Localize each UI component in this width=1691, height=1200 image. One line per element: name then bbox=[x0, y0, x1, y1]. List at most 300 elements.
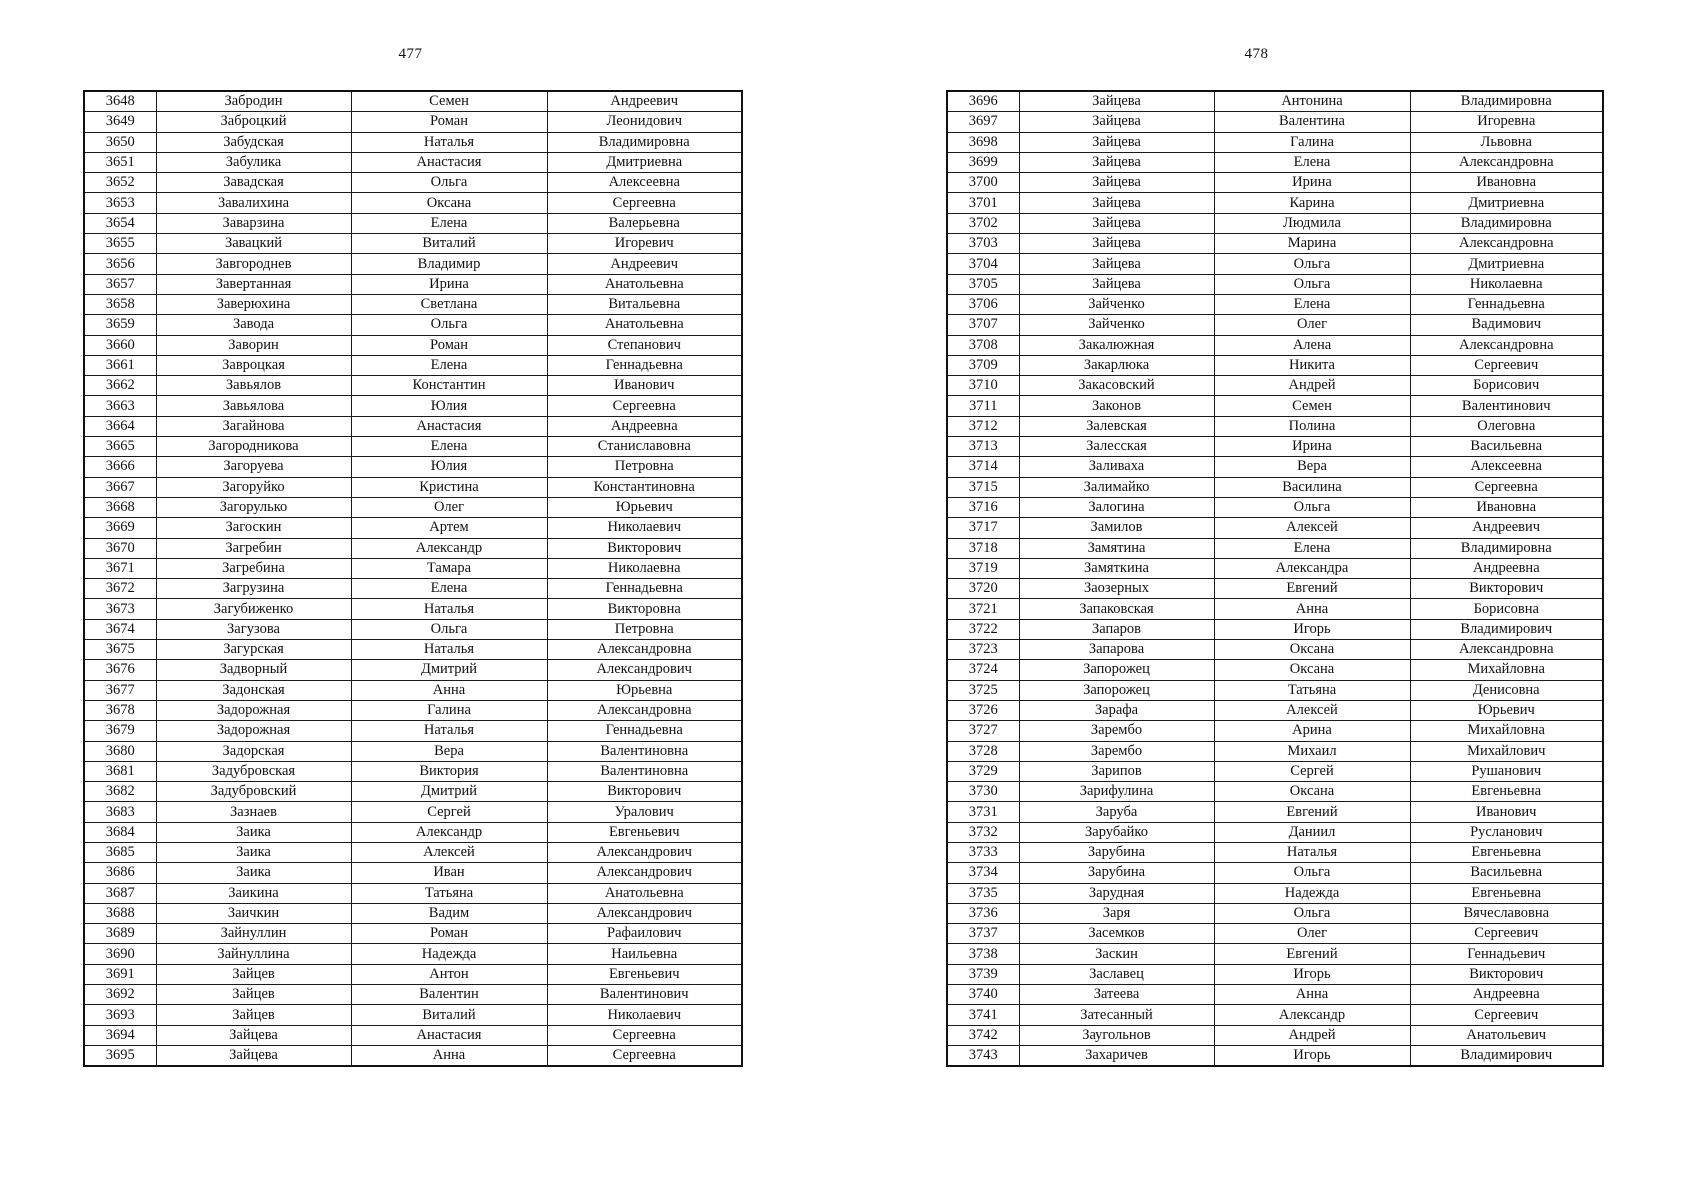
first-name-cell: Олег bbox=[1214, 315, 1410, 335]
table-row bbox=[84, 619, 742, 639]
first-name-cell: Наталья bbox=[351, 599, 547, 619]
first-name-cell: Наталья bbox=[351, 132, 547, 152]
patronymic-cell: Сергеевич bbox=[1410, 924, 1603, 944]
row-number-cell: 3716 bbox=[947, 497, 1019, 517]
surname-cell: Загоруйко bbox=[156, 477, 351, 497]
row-number-cell: 3702 bbox=[947, 213, 1019, 233]
first-name-cell: Татьяна bbox=[1214, 680, 1410, 700]
patronymic-cell: Валентинович bbox=[547, 985, 742, 1005]
surname-cell: Зарудная bbox=[1019, 883, 1214, 903]
surname-cell: Зарубина bbox=[1019, 842, 1214, 862]
patronymic-cell: Петровна bbox=[547, 457, 742, 477]
row-number-cell: 3659 bbox=[84, 315, 156, 335]
row-number-cell: 3743 bbox=[947, 1045, 1019, 1066]
patronymic-cell: Константиновна bbox=[547, 477, 742, 497]
patronymic-cell: Дмитриевна bbox=[1410, 193, 1603, 213]
first-name-cell: Юлия bbox=[351, 457, 547, 477]
surname-cell: Зарафа bbox=[1019, 700, 1214, 720]
surname-cell: Задворный bbox=[156, 660, 351, 680]
patronymic-cell: Геннадьевна bbox=[547, 355, 742, 375]
row-number-cell: 3700 bbox=[947, 173, 1019, 193]
surname-cell: Заика bbox=[156, 863, 351, 883]
table-row bbox=[84, 944, 742, 964]
patronymic-cell: Юрьевич bbox=[547, 497, 742, 517]
patronymic-cell: Леонидович bbox=[547, 112, 742, 132]
table-row bbox=[947, 477, 1603, 497]
table-row bbox=[947, 944, 1603, 964]
patronymic-cell: Александровна bbox=[1410, 152, 1603, 172]
table-row bbox=[84, 315, 742, 335]
surname-cell: Зарембо bbox=[1019, 741, 1214, 761]
table-row bbox=[84, 477, 742, 497]
surname-cell: Запаров bbox=[1019, 619, 1214, 639]
first-name-cell: Роман bbox=[351, 924, 547, 944]
row-number-cell: 3730 bbox=[947, 782, 1019, 802]
row-number-cell: 3653 bbox=[84, 193, 156, 213]
first-name-cell: Галина bbox=[1214, 132, 1410, 152]
first-name-cell: Вера bbox=[351, 741, 547, 761]
table-row bbox=[84, 518, 742, 538]
row-number-cell: 3677 bbox=[84, 680, 156, 700]
first-name-cell: Семен bbox=[1214, 396, 1410, 416]
table-row bbox=[947, 518, 1603, 538]
surname-cell: Зайцева bbox=[1019, 173, 1214, 193]
table-row bbox=[84, 700, 742, 720]
row-number-cell: 3655 bbox=[84, 234, 156, 254]
table-row bbox=[84, 457, 742, 477]
row-number-cell: 3684 bbox=[84, 822, 156, 842]
row-number-cell: 3709 bbox=[947, 355, 1019, 375]
patronymic-cell: Сергеевна bbox=[547, 1025, 742, 1045]
table-row bbox=[84, 964, 742, 984]
patronymic-cell: Андреевич bbox=[547, 91, 742, 112]
row-number-cell: 3669 bbox=[84, 518, 156, 538]
patronymic-cell: Валентиновна bbox=[547, 761, 742, 781]
table-row bbox=[947, 294, 1603, 314]
table-row bbox=[947, 497, 1603, 517]
table-row bbox=[947, 660, 1603, 680]
first-name-cell: Анна bbox=[1214, 985, 1410, 1005]
first-name-cell: Игорь bbox=[1214, 619, 1410, 639]
table-row bbox=[947, 1025, 1603, 1045]
table-row bbox=[947, 355, 1603, 375]
first-name-cell: Алексей bbox=[1214, 700, 1410, 720]
surname-cell: Законов bbox=[1019, 396, 1214, 416]
table-row bbox=[947, 782, 1603, 802]
table-row bbox=[947, 761, 1603, 781]
surname-cell: Завадская bbox=[156, 173, 351, 193]
surname-cell: Завертанная bbox=[156, 274, 351, 294]
surname-cell: Залесская bbox=[1019, 437, 1214, 457]
row-number-cell: 3666 bbox=[84, 457, 156, 477]
patronymic-cell: Сергеевна bbox=[1410, 477, 1603, 497]
first-name-cell: Полина bbox=[1214, 416, 1410, 436]
patronymic-cell: Александрович bbox=[547, 863, 742, 883]
first-name-cell: Анна bbox=[351, 1045, 547, 1066]
patronymic-cell: Юрьевич bbox=[1410, 700, 1603, 720]
patronymic-cell: Михайлович bbox=[1410, 741, 1603, 761]
row-number-cell: 3660 bbox=[84, 335, 156, 355]
table-row bbox=[84, 152, 742, 172]
row-number-cell: 3741 bbox=[947, 1005, 1019, 1025]
surname-cell: Загоскин bbox=[156, 518, 351, 538]
row-number-cell: 3703 bbox=[947, 234, 1019, 254]
patronymic-cell: Анатольевна bbox=[547, 315, 742, 335]
patronymic-cell: Андреевна bbox=[1410, 558, 1603, 578]
patronymic-cell: Ивановна bbox=[1410, 173, 1603, 193]
first-name-cell: Евгений bbox=[1214, 802, 1410, 822]
table-row bbox=[84, 437, 742, 457]
table-row bbox=[947, 437, 1603, 457]
table-row bbox=[84, 112, 742, 132]
patronymic-cell: Валентиновна bbox=[547, 741, 742, 761]
first-name-cell: Ольга bbox=[1214, 497, 1410, 517]
first-name-cell: Татьяна bbox=[351, 883, 547, 903]
row-number-cell: 3674 bbox=[84, 619, 156, 639]
row-number-cell: 3740 bbox=[947, 985, 1019, 1005]
row-number-cell: 3657 bbox=[84, 274, 156, 294]
first-name-cell: Ольга bbox=[1214, 903, 1410, 923]
patronymic-cell: Дмитриевна bbox=[547, 152, 742, 172]
patronymic-cell: Львовна bbox=[1410, 132, 1603, 152]
table-row bbox=[947, 842, 1603, 862]
surname-cell: Заверюхина bbox=[156, 294, 351, 314]
first-name-cell: Людмила bbox=[1214, 213, 1410, 233]
patronymic-cell: Анатольевна bbox=[547, 883, 742, 903]
row-number-cell: 3667 bbox=[84, 477, 156, 497]
surname-cell: Залогина bbox=[1019, 497, 1214, 517]
row-number-cell: 3714 bbox=[947, 457, 1019, 477]
row-number-cell: 3719 bbox=[947, 558, 1019, 578]
first-name-cell: Игорь bbox=[1214, 964, 1410, 984]
first-name-cell: Марина bbox=[1214, 234, 1410, 254]
row-number-cell: 3689 bbox=[84, 924, 156, 944]
patronymic-cell: Владимирович bbox=[1410, 1045, 1603, 1066]
table-row bbox=[947, 640, 1603, 660]
patronymic-cell: Витальевна bbox=[547, 294, 742, 314]
patronymic-cell: Уралович bbox=[547, 802, 742, 822]
surname-cell: Задорожная bbox=[156, 721, 351, 741]
surname-cell: Забудская bbox=[156, 132, 351, 152]
first-name-cell: Валентина bbox=[1214, 112, 1410, 132]
surname-cell: Задорская bbox=[156, 741, 351, 761]
row-number-cell: 3661 bbox=[84, 355, 156, 375]
first-name-cell: Сергей bbox=[351, 802, 547, 822]
surname-cell: Зайцев bbox=[156, 1005, 351, 1025]
row-number-cell: 3721 bbox=[947, 599, 1019, 619]
patronymic-cell: Евгеньевна bbox=[1410, 782, 1603, 802]
patronymic-cell: Иванович bbox=[547, 376, 742, 396]
first-name-cell: Светлана bbox=[351, 294, 547, 314]
patronymic-cell: Викторович bbox=[547, 782, 742, 802]
row-number-cell: 3731 bbox=[947, 802, 1019, 822]
patronymic-cell: Викторович bbox=[547, 538, 742, 558]
first-name-cell: Ольга bbox=[1214, 274, 1410, 294]
row-number-cell: 3712 bbox=[947, 416, 1019, 436]
surname-cell: Запорожец bbox=[1019, 660, 1214, 680]
patronymic-cell: Викторович bbox=[1410, 579, 1603, 599]
row-number-cell: 3673 bbox=[84, 599, 156, 619]
first-name-cell: Антонина bbox=[1214, 91, 1410, 112]
patronymic-cell: Евгеньевна bbox=[1410, 842, 1603, 862]
table-row bbox=[947, 538, 1603, 558]
first-name-cell: Валентин bbox=[351, 985, 547, 1005]
table-row bbox=[84, 1005, 742, 1025]
row-number-cell: 3663 bbox=[84, 396, 156, 416]
surname-cell: Зайцев bbox=[156, 985, 351, 1005]
row-number-cell: 3679 bbox=[84, 721, 156, 741]
first-name-cell: Ирина bbox=[1214, 437, 1410, 457]
surname-cell: Задубровская bbox=[156, 761, 351, 781]
patronymic-cell: Степанович bbox=[547, 335, 742, 355]
first-name-cell: Сергей bbox=[1214, 761, 1410, 781]
patronymic-cell: Наильевна bbox=[547, 944, 742, 964]
page-number: 478 bbox=[1244, 46, 1269, 62]
row-number-cell: 3688 bbox=[84, 903, 156, 923]
table-row bbox=[84, 234, 742, 254]
surname-cell: Заворин bbox=[156, 335, 351, 355]
row-number-cell: 3739 bbox=[947, 964, 1019, 984]
surname-cell: Зарипов bbox=[1019, 761, 1214, 781]
table-row bbox=[84, 193, 742, 213]
surname-cell: Зайнуллина bbox=[156, 944, 351, 964]
table-row bbox=[84, 274, 742, 294]
surname-cell: Залимайко bbox=[1019, 477, 1214, 497]
surname-cell: Завроцкая bbox=[156, 355, 351, 375]
row-number-cell: 3710 bbox=[947, 376, 1019, 396]
surname-cell: Зайцева bbox=[1019, 152, 1214, 172]
table-row bbox=[84, 903, 742, 923]
row-number-cell: 3717 bbox=[947, 518, 1019, 538]
surname-cell: Залевская bbox=[1019, 416, 1214, 436]
surname-cell: Завода bbox=[156, 315, 351, 335]
table-row bbox=[84, 558, 742, 578]
first-name-cell: Анна bbox=[351, 680, 547, 700]
table-row bbox=[84, 842, 742, 862]
surname-cell: Зайцева bbox=[156, 1045, 351, 1066]
table-row bbox=[947, 1045, 1603, 1066]
first-name-cell: Виктория bbox=[351, 761, 547, 781]
row-number-cell: 3720 bbox=[947, 579, 1019, 599]
patronymic-cell: Евгеньевич bbox=[547, 964, 742, 984]
surname-cell: Завалихина bbox=[156, 193, 351, 213]
surname-cell: Заброцкий bbox=[156, 112, 351, 132]
surname-cell: Заозерных bbox=[1019, 579, 1214, 599]
row-number-cell: 3656 bbox=[84, 254, 156, 274]
first-name-cell: Никита bbox=[1214, 355, 1410, 375]
surname-cell: Замяткина bbox=[1019, 558, 1214, 578]
patronymic-cell: Николаевна bbox=[1410, 274, 1603, 294]
patronymic-cell: Игоревич bbox=[547, 234, 742, 254]
row-number-cell: 3737 bbox=[947, 924, 1019, 944]
row-number-cell: 3698 bbox=[947, 132, 1019, 152]
table-row bbox=[84, 579, 742, 599]
row-number-cell: 3692 bbox=[84, 985, 156, 1005]
row-number-cell: 3670 bbox=[84, 538, 156, 558]
surname-cell: Запарова bbox=[1019, 640, 1214, 660]
surname-cell: Закарлюка bbox=[1019, 355, 1214, 375]
surname-cell: Зайцева bbox=[1019, 132, 1214, 152]
first-name-cell: Ольга bbox=[351, 315, 547, 335]
table-row bbox=[947, 193, 1603, 213]
first-name-cell: Арина bbox=[1214, 721, 1410, 741]
patronymic-cell: Владимировна bbox=[1410, 213, 1603, 233]
row-number-cell: 3742 bbox=[947, 1025, 1019, 1045]
first-name-cell: Ирина bbox=[1214, 173, 1410, 193]
row-number-cell: 3658 bbox=[84, 294, 156, 314]
surname-cell: Забродин bbox=[156, 91, 351, 112]
table-row bbox=[947, 152, 1603, 172]
patronymic-cell: Андреевна bbox=[1410, 985, 1603, 1005]
first-name-cell: Елена bbox=[1214, 294, 1410, 314]
surname-cell: Загоруева bbox=[156, 457, 351, 477]
patronymic-cell: Станиславовна bbox=[547, 437, 742, 457]
first-name-cell: Ольга bbox=[351, 173, 547, 193]
patronymic-cell: Александровна bbox=[1410, 234, 1603, 254]
surname-cell: Закалюжная bbox=[1019, 335, 1214, 355]
surname-cell: Запаковская bbox=[1019, 599, 1214, 619]
first-name-cell: Елена bbox=[351, 213, 547, 233]
table-row bbox=[84, 254, 742, 274]
row-number-cell: 3652 bbox=[84, 173, 156, 193]
surname-cell: Зайченко bbox=[1019, 315, 1214, 335]
table-row bbox=[947, 91, 1603, 112]
first-name-cell: Алексей bbox=[351, 842, 547, 862]
row-number-cell: 3704 bbox=[947, 254, 1019, 274]
row-number-cell: 3736 bbox=[947, 903, 1019, 923]
first-name-cell: Анна bbox=[1214, 599, 1410, 619]
patronymic-cell: Владимировна bbox=[547, 132, 742, 152]
first-name-cell: Вера bbox=[1214, 457, 1410, 477]
table-row bbox=[84, 985, 742, 1005]
table-row bbox=[84, 213, 742, 233]
surname-cell: Завьялов bbox=[156, 376, 351, 396]
row-number-cell: 3675 bbox=[84, 640, 156, 660]
table-row bbox=[947, 376, 1603, 396]
first-name-cell: Александр bbox=[1214, 1005, 1410, 1025]
table-row bbox=[84, 883, 742, 903]
patronymic-cell: Александровна bbox=[1410, 640, 1603, 660]
table-row bbox=[84, 91, 742, 112]
table-row bbox=[84, 924, 742, 944]
surname-cell: Замилов bbox=[1019, 518, 1214, 538]
patronymic-cell: Алексеевна bbox=[1410, 457, 1603, 477]
surname-cell: Затесанный bbox=[1019, 1005, 1214, 1025]
table-row bbox=[947, 924, 1603, 944]
surname-cell: Зайцева bbox=[156, 1025, 351, 1045]
patronymic-cell: Владимировна bbox=[1410, 538, 1603, 558]
first-name-cell: Елена bbox=[351, 579, 547, 599]
first-name-cell: Андрей bbox=[1214, 1025, 1410, 1045]
surname-cell: Заруба bbox=[1019, 802, 1214, 822]
first-name-cell: Семен bbox=[351, 91, 547, 112]
table-row bbox=[947, 741, 1603, 761]
table-row bbox=[84, 173, 742, 193]
first-name-cell: Елена bbox=[351, 355, 547, 375]
first-name-cell: Кристина bbox=[351, 477, 547, 497]
surname-cell: Зайцева bbox=[1019, 193, 1214, 213]
first-name-cell: Вадим bbox=[351, 903, 547, 923]
first-name-cell: Олег bbox=[351, 497, 547, 517]
table-row bbox=[84, 680, 742, 700]
row-number-cell: 3697 bbox=[947, 112, 1019, 132]
first-name-cell: Елена bbox=[1214, 152, 1410, 172]
surname-cell: Зайцева bbox=[1019, 112, 1214, 132]
surname-cell: Зайцева bbox=[1019, 213, 1214, 233]
surname-cell: Завгороднев bbox=[156, 254, 351, 274]
table-row bbox=[947, 416, 1603, 436]
table-row bbox=[84, 782, 742, 802]
first-name-cell: Александр bbox=[351, 538, 547, 558]
surname-cell: Заугольнов bbox=[1019, 1025, 1214, 1045]
row-number-cell: 3726 bbox=[947, 700, 1019, 720]
first-name-cell: Алена bbox=[1214, 335, 1410, 355]
row-number-cell: 3713 bbox=[947, 437, 1019, 457]
table-row bbox=[84, 538, 742, 558]
table-row bbox=[947, 213, 1603, 233]
row-number-cell: 3681 bbox=[84, 761, 156, 781]
surname-cell: Затеева bbox=[1019, 985, 1214, 1005]
row-number-cell: 3678 bbox=[84, 700, 156, 720]
surname-cell: Зайцев bbox=[156, 964, 351, 984]
patronymic-cell: Викторовна bbox=[547, 599, 742, 619]
first-name-cell: Оксана bbox=[1214, 640, 1410, 660]
first-name-cell: Оксана bbox=[1214, 660, 1410, 680]
first-name-cell: Ольга bbox=[351, 619, 547, 639]
table-row bbox=[84, 335, 742, 355]
patronymic-cell: Васильевна bbox=[1410, 437, 1603, 457]
first-name-cell: Юлия bbox=[351, 396, 547, 416]
surname-cell: Забулика bbox=[156, 152, 351, 172]
table-row bbox=[84, 294, 742, 314]
first-name-cell: Елена bbox=[351, 437, 547, 457]
table-row bbox=[947, 335, 1603, 355]
first-name-cell: Оксана bbox=[1214, 782, 1410, 802]
table-row bbox=[84, 376, 742, 396]
patronymic-cell: Сергеевна bbox=[547, 396, 742, 416]
patronymic-cell: Михайловна bbox=[1410, 660, 1603, 680]
table-row bbox=[84, 497, 742, 517]
table-row bbox=[947, 132, 1603, 152]
first-name-cell: Наталья bbox=[351, 640, 547, 660]
patronymic-cell: Игоревна bbox=[1410, 112, 1603, 132]
table-row bbox=[947, 721, 1603, 741]
first-name-cell: Карина bbox=[1214, 193, 1410, 213]
first-name-cell: Алексей bbox=[1214, 518, 1410, 538]
table-row bbox=[947, 396, 1603, 416]
patronymic-cell: Александровна bbox=[547, 700, 742, 720]
surname-cell: Загрузина bbox=[156, 579, 351, 599]
table-row bbox=[84, 863, 742, 883]
surname-cell: Зайнуллин bbox=[156, 924, 351, 944]
surname-cell: Заславец bbox=[1019, 964, 1214, 984]
surname-cell: Зайцева bbox=[1019, 274, 1214, 294]
surname-cell: Зайцева bbox=[1019, 254, 1214, 274]
table-row bbox=[84, 660, 742, 680]
table-row bbox=[947, 680, 1603, 700]
row-number-cell: 3699 bbox=[947, 152, 1019, 172]
patronymic-cell: Валентинович bbox=[1410, 396, 1603, 416]
first-name-cell: Даниил bbox=[1214, 822, 1410, 842]
first-name-cell: Василина bbox=[1214, 477, 1410, 497]
patronymic-cell: Русланович bbox=[1410, 822, 1603, 842]
patronymic-cell: Борисовна bbox=[1410, 599, 1603, 619]
patronymic-cell: Михайловна bbox=[1410, 721, 1603, 741]
row-number-cell: 3735 bbox=[947, 883, 1019, 903]
row-number-cell: 3733 bbox=[947, 842, 1019, 862]
table-row bbox=[84, 1045, 742, 1066]
row-number-cell: 3693 bbox=[84, 1005, 156, 1025]
